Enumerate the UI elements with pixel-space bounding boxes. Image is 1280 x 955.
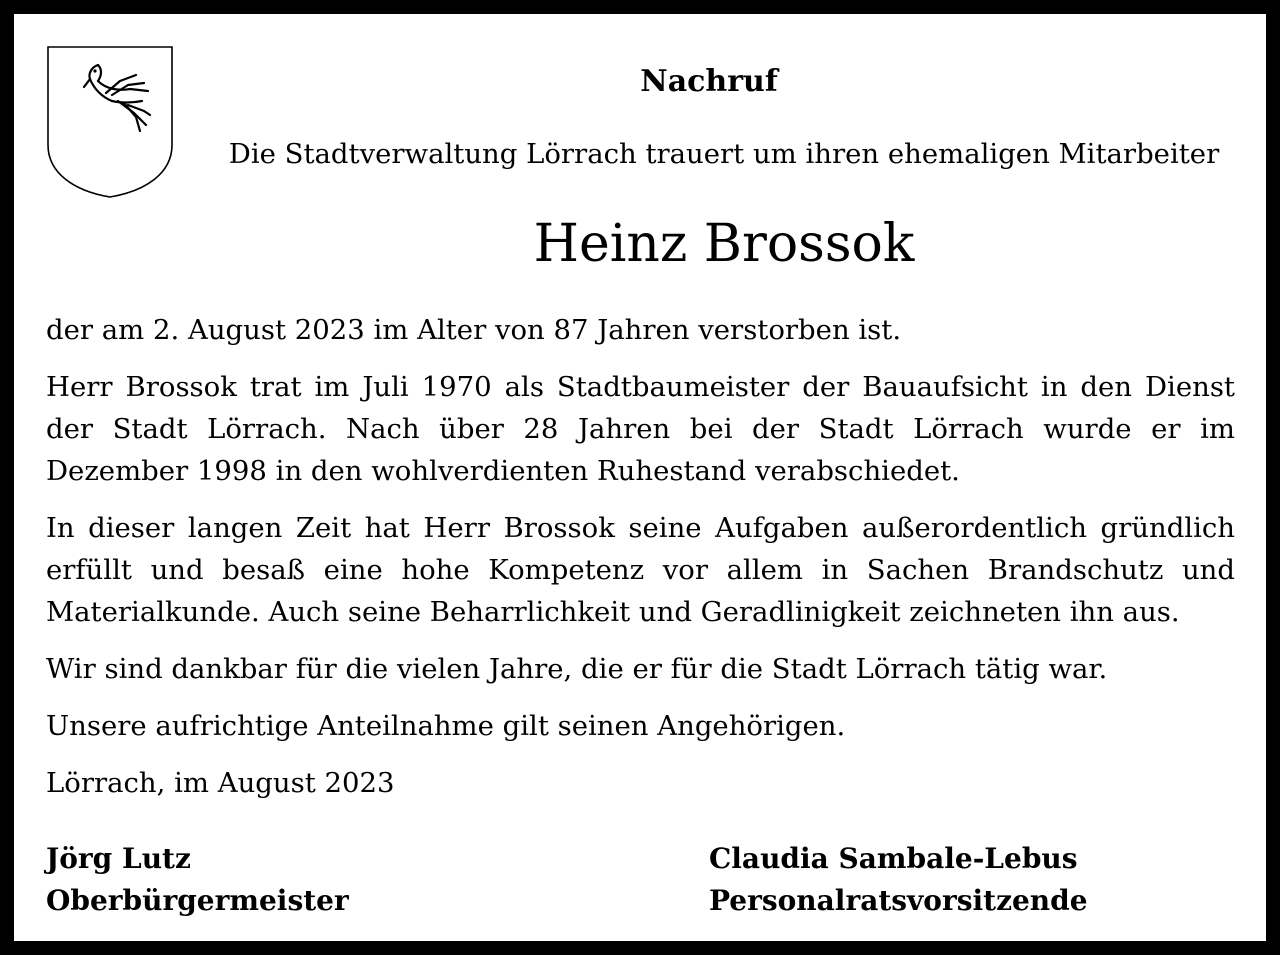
notice-heading: Nachruf: [640, 64, 778, 99]
paragraph-tribute: In dieser langen Zeit hat Herr Brossok seine Aufgaben außerordentlich gründlich erfüllt und besaß eine hohe Kompetenz vor allem in Sachen Brandschutz und Materialkunde. Auch seine Beharrlichkeit und Geradlinigkeit zeichneten ihn aus.: [46, 512, 1235, 628]
place-and-date: Lörrach, im August 2023: [46, 767, 395, 799]
coat-of-arms-bird-icon: [46, 45, 174, 199]
signatory-title: Personalratsvorsitzende: [709, 884, 1088, 917]
paragraph-career: Herr Brossok trat im Juli 1970 als Stadtbaumeister der Bauaufsicht in den Dienst der Stadt Lörrach. Nach über 28 Jahren bei der Stadt Lörrach wurde er im Dezember 1998 in den wohlverdienten Ruhestand verabschiedet.: [46, 371, 1235, 487]
paragraph-gratitude: Wir sind dankbar für die vielen Jahre, die er für die Stadt Lörrach tätig war.: [46, 653, 1108, 685]
signatory-name: Claudia Sambale-Lebus: [709, 842, 1078, 875]
signatory-name: Jörg Lutz: [46, 842, 191, 875]
paragraph-death-date: der am 2. August 2023 im Alter von 87 Jahren verstorben ist.: [46, 314, 902, 346]
paragraph-condolence: Unsere aufrichtige Anteilnahme gilt seinen Angehörigen.: [46, 710, 846, 742]
signature-block-staff-council: [709, 838, 1088, 922]
notice-intro: Die Stadtverwaltung Lörrach trauert um ihren ehemaligen Mitarbeiter: [228, 138, 1220, 170]
signatory-title: Oberbürgermeister: [46, 884, 349, 917]
deceased-name: Heinz Brossok: [533, 214, 915, 274]
signature-block-mayor: [46, 838, 349, 922]
notice-body: [46, 309, 1235, 819]
